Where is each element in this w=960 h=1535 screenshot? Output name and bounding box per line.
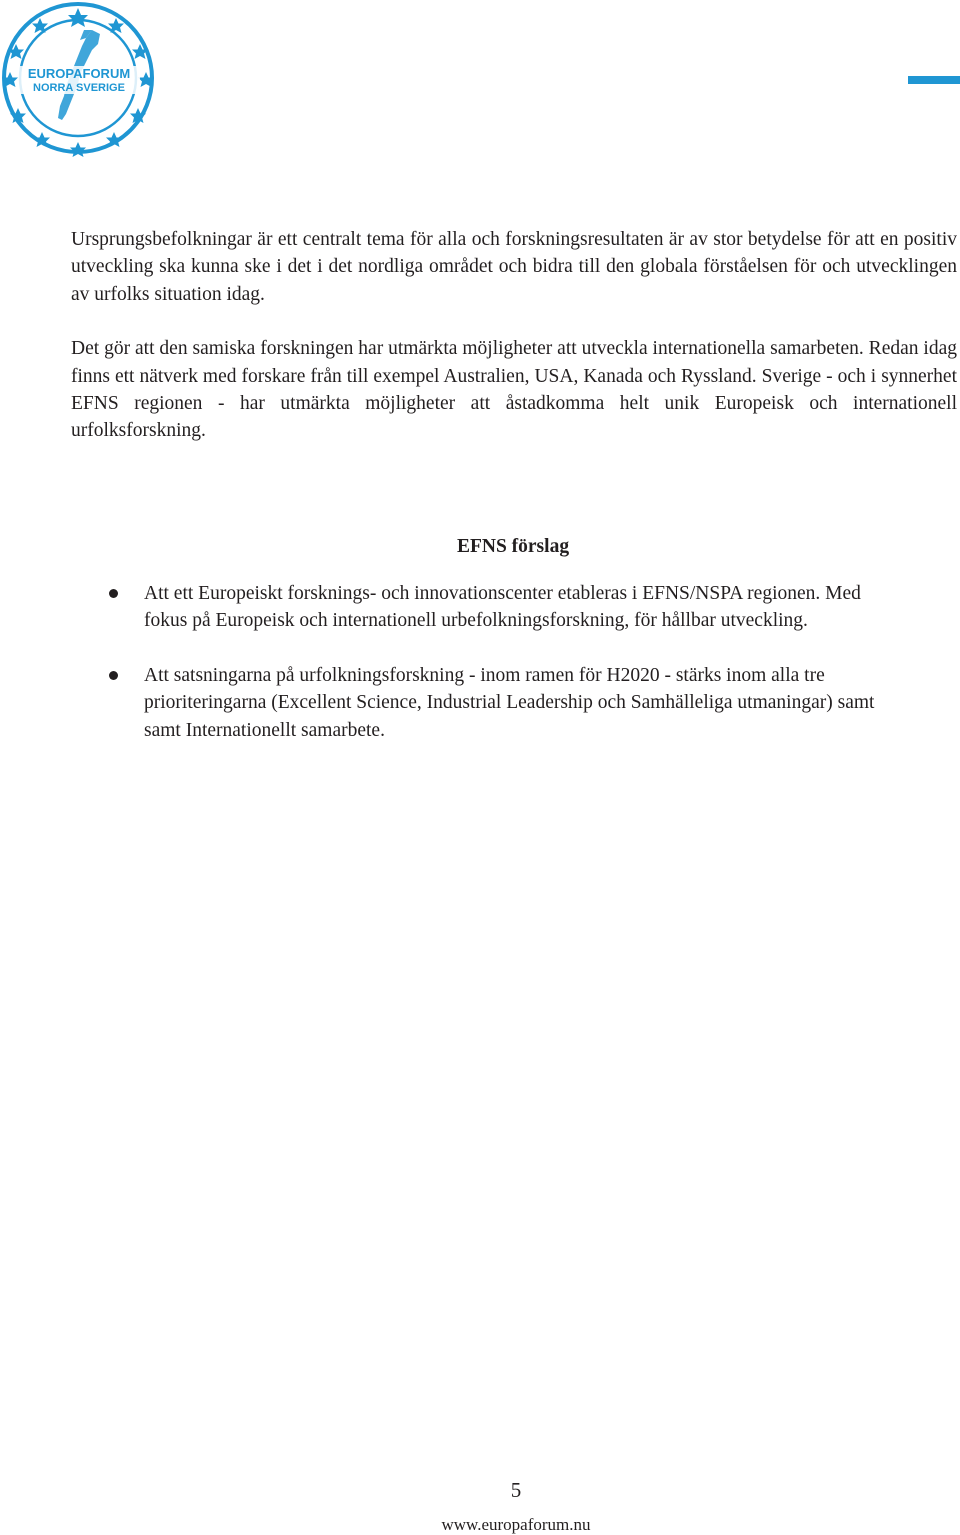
footer-url[interactable]: www.europaforum.nu: [441, 1515, 591, 1534]
svg-text:NORRA SVERIGE: NORRA SVERIGE: [33, 82, 125, 94]
europaforum-logo: [0, 0, 160, 160]
europaforum-logo-graphic: [0, 0, 160, 160]
bullet-icon: [109, 671, 118, 680]
list-item: [101, 580, 909, 635]
list-item: [101, 662, 909, 744]
list-item-text: Att ett Europeiskt forsknings- och innovationscenter etableras i EFNS/NSPA regionen. Med fokus på Europeisk och internationell urbefolkningsforskning, för hållbar utveckling.: [144, 583, 861, 632]
proposal-list: [101, 580, 909, 744]
paragraph-research: Det gör att den samiska forskningen har utmärkta möjligheter att utveckla internationella samarbeten. Redan idag finns ett nätverk med forskare från till exempel Australien, USA, Kanada och Ryssland. Sverige - och i synnerhet EFNS regionen - har utmärkta möjligheter att åstadkomma helt unik Europeisk och internationell urfolksforskning.: [71, 338, 957, 442]
list-item-text: Att satsningarna på urfolkningsforskning - inom ramen för H2020 - stärks inom alla tre prioriteringarna (Excellent Science, Industrial Leadership och Samhälleliga utmaningar) samt samt Internationellt samarbete.: [144, 664, 875, 741]
header-accent-bar: [908, 76, 960, 84]
body-text: [71, 226, 957, 445]
page-number: 5: [510, 1478, 522, 1502]
bullet-icon: [109, 589, 118, 598]
paragraph-intro: Ursprungsbefolkningar är ett centralt tema för alla och forskningsresultaten är av stor betydelse för att en positiv utveckling ska kunna ske i det i det nordliga området och bidra till den globala förståelsen för och utvecklingen av urfolks situation idag.: [71, 229, 957, 305]
svg-text:EUROPAFORUM: EUROPAFORUM: [27, 66, 131, 81]
section-heading: EFNS förslag: [456, 536, 570, 557]
